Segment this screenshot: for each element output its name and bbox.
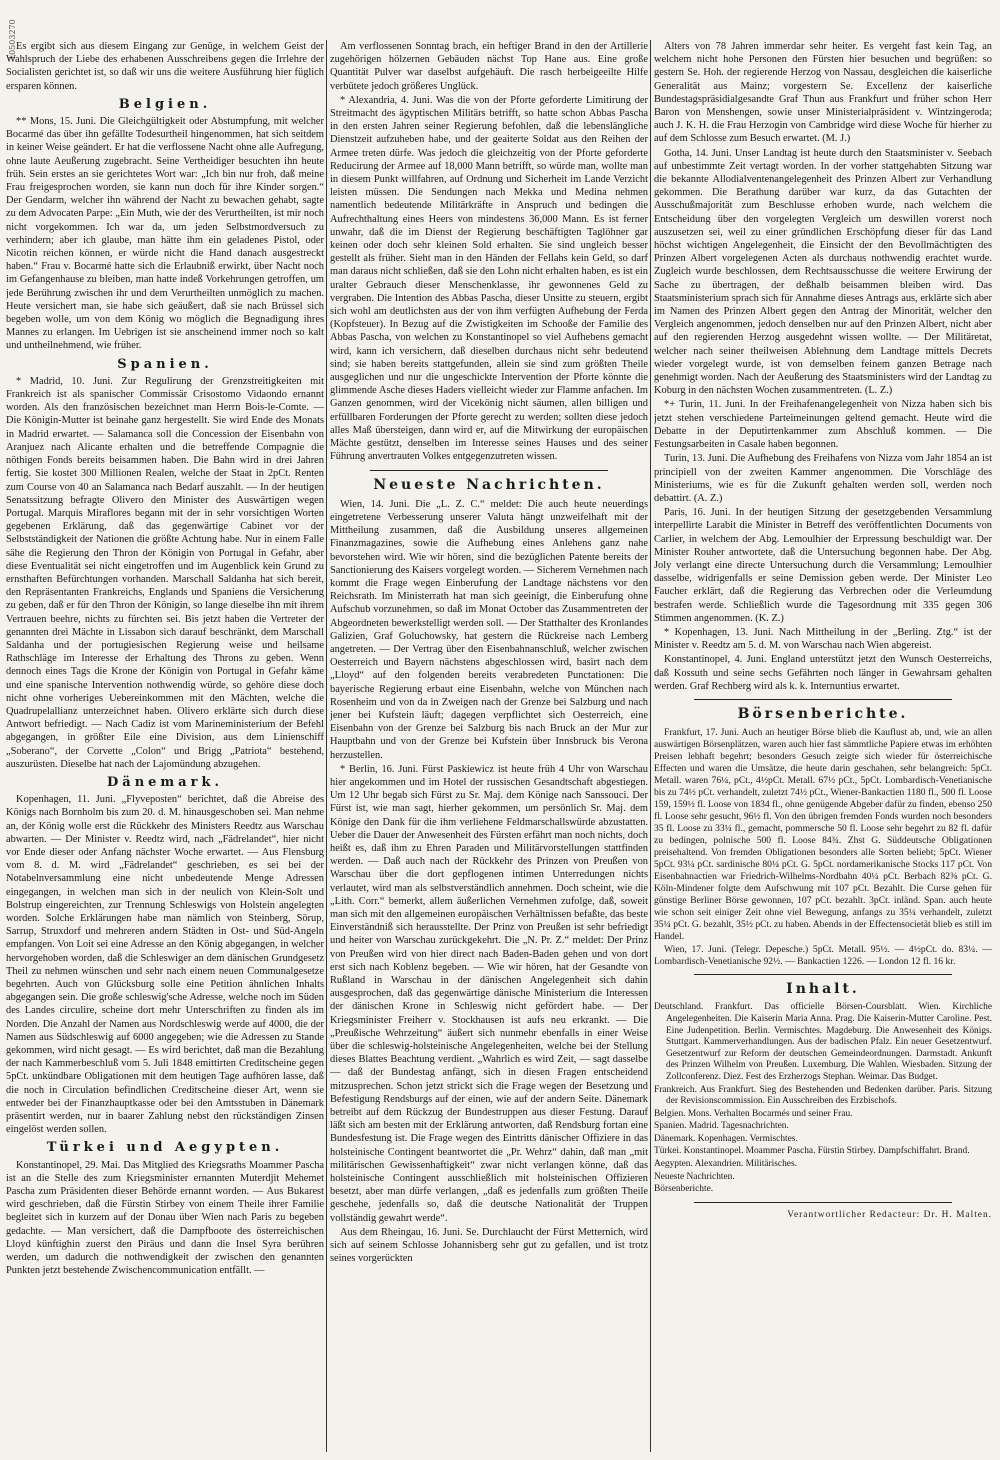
toc-entry: Belgien. Mons. Verhalten Bocarmés und seiner Frau. xyxy=(654,1108,853,1119)
article-paragraph: Am verflossenen Sonntag brach, ein heftiger Brand in den der Artillerie zugehörigen hölzernen Gebäuden nächst Top Hane aus. Eine große Quantität Pulver war daselbst aufgehäuft. Die rasch herbeigeeilte Hilfe verbütete jedoch größeres Unglück. xyxy=(330,41,648,92)
column-1 xyxy=(6,40,324,1450)
article-paragraph: Wien, 17. Juni. (Telegr. Depesche.) 5pCt. Metall. 95½. — 4½pCt. do. 83¼. — Lombardisch-Venetianische 92½. — Bankactien 1226. — London 12 fl. 16 kr. xyxy=(654,944,992,968)
article-paragraph: * Alexandria, 4. Juni. Was die von der Pforte geforderte Limitirung der Streitmacht des ägyptischen Militärs betrifft, so hatte schon Abbas Pascha in den ersten Jahren seiner Regierung befohlen, daß die lebenslängliche Dienstzeit aufzuheben habe, und der geaiterte Soldat aus den Reihen der Armee treten dürfe. Was jedoch die gleichzeitig von der Pforte geforderte Reducirung der Armee auf 18,000 Mann betrifft, so würde man, wollte man in diesem Punkt willfahren, auf Ordnung und Sicherheit im Lande Verzicht leisten müssen. Die Sendungen nach Mekka und Medina nehmen namentlich bedeutende Militärkräfte in Anspruch und bedingen die Aufrechthaltung eines Heers von mindestens 36,000 Mann. Es ist ferner unwahr, daß die im Dienst der Regierung beschäftigten Taglöhner gar keinen oder doch sehr kleinen Sold erhalten. Sie sind ungleich besser gestellt als früher. Sieht man in den Händen der Fellahs kein Geld, so darf man daraus nicht schließen, daß sie den Lohn nicht erhalten haben, es ist ein uralter Gebrauch dieser Menschenklasse, ihr gewonnenes Geld zu vergraben. Die Intention des Abbas Pascha, dieser Unsitte zu steuern, ergibt sich wohl am deutlichsten aus der von ihm verfügten Aufhebung der Ferda (Kopfsteuer). In Bezug auf die Zwistigkeiten im Schooße der Familie des Abbas Pascha, von welchen zu Konstantinopel so viel Aufhebens gemacht wird, kann ich versichern, daß dieselben durchaus nicht sehr bedeutend sind; sie haben bereits stattgefunden, allein sie sind zum größten Theile ausgeglichen und nur die ungeschickte Intervention der Pforte könnte die glimmende Asche dieses Haders vielleicht wieder zur Flamme anfachen. Im Ganzen genommen, wird der Vicekönig nicht säumen, allen billigen und erfüllbaren Forderungen der Pforte gerecht zu werden; sollten diese jedoch alles Maß übersteigen, dann wird er, auf die Mitwirkung der europäischen Mächte gestützt, denselben im Interesse seines Hauses und des seiner Führung anvertrauten Volkes entgegenzutreten wissen. xyxy=(330,94,648,463)
article-paragraph: Gotha, 14. Juni. Unser Landtag ist heute durch den Staatsminister v. Seebach auf unbestimmte Zeit vertagt worden. In der vorher stattgehabten Sitzung war die bekannte Allodialventenangelegenheit des Prinzen Albert zur Verhandlung gekommen. Die Berathung darüber war kurz, da das Gutachten der Ausschußmajorität zum Beschlusse erhoben wurde, nach welchem die Entscheidung über den vorgelegten Vergleich um deswillen vorerst noch auszusetzen sei, weil zu einer gründlichen Erschöpfung dieser für das Land höchst wichtigen Angelegenheit, die Einsicht der den Bevollmächtigten des Prinzen Albert vorgelegenen Acten als durchaus nothwendig erachtet wurde. Zugleich wurde beschlossen, dem Rechtsausschusse die weitere Erwirung der Sache zu übertragen, der deßhalb beisammen bleiben wird. Das Staatsministerium sprach sich für Annahme dieses Antrags aus, erklärte sich aber im Namen des Prinzen Albert gegen den Antrag der Minorität, welcher den Vergleich angenommen, jedoch denselben nur auf den Prinzen Albert, nicht aber auf den regierenden Herzog ausgedehnt wissen wollte. — Der Militäretat, welcher nach seiner theilweisen Ablehnung dem Landtage mittels Decrets wieder vorgelegt wurde, ist von demselben feinem ganzen Betrage nach genehmigt worden. Nach der Aeußerung des Staatsministers wird der Landtag zu Koburg in den nächsten Wochen zusammentreten. (L. Z.) xyxy=(654,147,992,397)
article-paragraph: Konstantinopel, 29. Mai. Das Mitglied des Kriegsraths Moammer Pascha ist an die Stelle des zum Kriegsminister ernannten Muterdjit Mehemet Pascha zum Präsidenten dieser Behörde ernannt worden. — Aus Bukarest wird geschrieben, daß die Fürstin Stirbey von einem Theile ihrer Familie begleitet sich in kurzem auf der Donau über Wien nach Paris zu begeben gedachte. — Man versichert, daß die Dampfboote des österreichischen Lloyd künftighin zuerst den Piräus und dann die Insel Syra berühren werden, um dadurch die nothwendigkeit der zwischen den genannten Punkten jetzt bestehende Zwischencommunication entfällt. — xyxy=(6,1159,324,1277)
toc-entry: Dänemark. Kopenhagen. Vermischtes. xyxy=(654,1133,798,1144)
article-paragraph: Aus dem Rheingau, 16. Juni. Se. Durchlaucht der Fürst Metternich, wird sich auf seinem Schlosse Johannisberg sehr gut zu gefallen, und ist trotz seines vorgerückten xyxy=(330,1226,648,1265)
article-paragraph: Konstantinopel, 4. Juni. England unterstützt jetzt den Wunsch Oesterreichs, daß Kossuth und seine sechs Gefährten noch länger in Gewahrsam gehalten werden. Graf Rechberg wird als k. k. Internuntius erwartet. xyxy=(654,654,992,692)
article-paragraph: * Madrid, 10. Juni. Zur Regulirung der Grenzstreitigkeiten mit Frankreich ist als spanischer Commissär Crisostomo Vidaondo ernannt worden. Als den französischen bezeichnet man Herrn Bois-le-Comte. — Die Königin-Mutter ist beinahe ganz hergestellt. Sie wird Ende des Monats in Madrid erwartet. — Salamanca soll die Concession der Eisenbahn von Aranjuez nach Alicante erhalten und die betreffende Compagnie die nöthigen Fonds bereits beisammen haben. Die Bahn wird in drei Jahren fertig. Sie kostet 300 Millionen Realen, welche der Staat in 2pCt. Renten zum Course von 40 an Salamanca nach Bedarf auszahlt. — In der heutigen Senatssitzung befragte Olivero den Minister des Auswärtigen wegen Portugal. Marquis Miraflores begann mit der in sehr vorsichtigen Worten gegebenen Erklärung, daß das gegenwärtige Cabinet vor der Selbstständigkeit der Nationen die größte Achtung habe. Nur in einem Falle sähe die Regierung den Thron der Königin von Portugal in Gefahr, aber diese Eventualität sei nicht eingetroffen und im Augenblick kein Grund zu ernsthaften Befürchtungen vorhanden. Marschall Saldanha hat sich bereit, den Repräsentanten Frankreichs, Englands und Spaniens die Versicherung zu geben, daß er für den Thron der Königin, so lange dieselbe ihn mit ihrem Vertrauen beehre, nichts zu fürchten sei. Bis jetzt haben die Vertreter der genannten drei Mächte in Lissabon sich darauf beschränkt, dem Marschall Saldanha und der portugiesischen Regierung weise und heilsame Rathschläge im Interesse der Erhaltung des Throns zu geben. Wenn dennoch eines Tags die Krone der Königin von Portugal in Gefahr käme und eine spanische Intervention nothwendig würde, so gehöre diese doch nicht ohne vorheriges Uebereinkommen mit den Mächten, welche die Quadrupelallianz unterzeichnet haben. Olivero erklärte sich durch diese Antwort befriedigt. — Nach Cadiz ist vom Marineministerium der Befehl abgegangen, in größter Eile eine Division, aus dem Linienschiff „Soberano“, der Corvette „Colon“ und Brigg „Patriota“ bestehend, auszurüsten. Dieselbe hat nach der Lajomündung abzugehen. xyxy=(6,375,324,770)
toc-entry: Türkei. Konstantinopel. Moammer Pascha. Fürstin Stirbey. Dampfschiffahrt. Brand. xyxy=(654,1146,970,1157)
article-paragraph: * Berlin, 16. Juni. Fürst Paskiewicz ist heute früh 4 Uhr von Warschau hier angekommen und im Hotel der russischen Gesandtschaft abgestiegen. Um 12 Uhr begab sich Fürst zu Sr. Maj. dem Könige nach Sanssouci. Der Fürst ist, wie man sagt, hierher gekommen, um persönlich Sr. Maj. dem Könige den Dank für die ihm verliehene Feldmarschallswürde abzustatten. Ueber die Dauer der Anwesenheit des Fürsten erfährt man noch nichts, doch heißt es, daß ihm zu Ehren Paraden und Militärvorstellungen stattfinden werden. — Daß auch nach der Rückkehr des Prinzen von Preußen von Warschau über die dort gepflogenen intimen Unterredungen nichts verlautet, wird man als selbstverständlich annehmen. Doch scheint, wie die „Lith. Corr.“ bemerkt, allem äußerlichen Vernehmen zufolge, daß, soweit man sich mit den allgemeinen europäischen Verhältnissen befaßte, das beste Einverständniß sich herausstellte. Der Prinz von Preußen ist sehr befriedigt und heiter von Warschau zurückgekehrt. Die „N. Pr. Z.“ meldet: Der Prinz von Preußen wird von hier direct nach Baden-Baden gehen und von dort erst sich nach Koblenz begeben. — Wie wir hören, hat der Gesandte von Rußland in Warschau in der dänischen Angelegenheit sich dahin ausgesprochen, daß das gegenwärtige dänische Ministerium die Interessen der dänischen Krone in Schleswig nicht gefördert habe. — Der Kriegsminister Freiherr v. Stockhausen ist aufs neu erkrankt. — Die „Preußische Wehrzeitung“ äußert sich nunmehr ebenfalls in einer Weise über die schleswig-holsteinische Angelegenheiten, welche bei der Stellung dieses Blattes Beachtung verdient. „Wahrlich es wird Zeit, — sagt dasselbe — daß der Bundestag anfängt, sich in diesen Fragen entscheidend mitzusprechen. Schon jetzt strickt sich die Frage wegen der Besetzung und Befestigung Rendsburgs auf der einen, wie auf der andern Seite. Dänemark betreibt auf dem Rückzug der Bundestruppen aus dieser Festung. Darauf läßt sich am besten mit der Erklärung antworten, daß Rendsburg fortan eine Bundesfestung ist. Die Frage wegen des Eintritts dänischer Offiziere in das holsteinische Contingent beantwortet die „Pr. Wehrz“ dahin, daß man „mit militärischen Gewissenhaftigkeit“ zwar nicht verlangen könne, daß das holsteinische Contingent ausschließlich mit holsteinischen Offizieren besetzt, aber man dürfe verlangen, „daß es jedenfalls zum größten Theile geschehe, jedenfalls so, daß die deutsche Nationalität der Truppen vollständig gewahrt werde“. xyxy=(330,763,648,1224)
article-paragraph: Turin, 13. Juni. Die Aufhebung des Freihafens von Nizza vom Jahr 1854 an ist principiell von der zweiten Kammer angenommen. Die Vorschläge des Ministeriums, wie es für die Zukunft gehalten werden soll, werden noch debattirt. (A. Z.) xyxy=(654,453,992,504)
divider-rule xyxy=(694,699,952,700)
section-heading-neueste: Neueste Nachrichten. xyxy=(373,476,605,493)
section-heading-belgien: Belgien. xyxy=(118,96,212,112)
toc-entry: Neueste Nachrichten. xyxy=(654,1171,735,1182)
page-id: 10503270 xyxy=(8,19,17,60)
editor-footer: Verantwortlicher Redacteur: Dr. H. Malten. xyxy=(787,1209,992,1220)
section-heading-tuerkei: Türkei und Aegypten. xyxy=(46,1140,284,1156)
article-paragraph: *+ Turin, 11. Juni. In der Freihafenangelegenheit von Nizza haben sich bis jetzt stehen verschiedene Parteimeinungen geltend gemacht. Heute wird die Debatte in der Deputirtenkammer zum Abschluß kommen. — Die Festungsarbeiten in Casale haben begonnen. xyxy=(654,399,992,451)
intro-paragraph: Es ergibt sich aus diesem Eingang zur Genüge, in welchem Geist der Wahlspruch der Liebe des erhabenen Ausschreibens gegen die Irrlehre der Socialisten gerichtet ist, so daß wir uns die weitere Ausführung hier füglich ersparen können. xyxy=(6,41,324,92)
toc-entry: Frankreich. Aus Frankfurt. Sieg des Bestehenden und Bedenken darüber. Paris. Sitzung der Revisionscommission. Ein Ausschreiben des Erzbischofs. xyxy=(654,1084,992,1107)
column-divider xyxy=(326,40,327,1452)
article-paragraph: Alters von 78 Jahren immerdar sehr heiter. Es vergeht fast kein Tag, an welchem nicht hohe Personen den Fürsten hier besuchen und begrüßen: so gestern Se. Hoh. der regierende Herzog von Nassau, desgleichen die kaiserliche Generalität aus Mainz; vorgestern Se. Excellenz der kaiserliche Bundestagspräsidialgesandte Graf Thun aus Frankfurt und früher schon Herr Baron von Menshengen, sowie unser Ministerialpräsident v. Wintzingeroda; auch J. K. H. die Frau Herzogin von Cambridge wird diese Woche für hierher zu auf dem Schlosse zum Besuch erwartet. (M. J.) xyxy=(654,41,992,145)
divider-rule xyxy=(694,974,952,975)
toc-entry: Aegypten. Alexandrien. Militärisches. xyxy=(654,1159,797,1170)
divider-rule xyxy=(370,470,608,471)
article-paragraph: Wien, 14. Juni. Die „L. Z. C.“ meldet: Die auch heute neuerdings eingetretene Verbesserung unserer Valuta hängt unzweifelhaft mit der Mittheilung zusammen, daß die Ausbildung unseres allgemeinen Finanzmagazines, sowie die Aufhebung eines Anlehens ganz nahe bevorstehen wird. Wie wir hören, sind die bezüglichen Patente bereits der Sanctionierung des Kaisers vorgelegt worden. — Sicherem Vernehmen nach kommt die Frage wegen Einberufung der Landtage nächstens vor den Reichsrath. Im Ministerrath hat man sich geeinigt, die Einberufung ohne Aufschub vorzunehmen, so daß im Monat October das Zusammentreten der Abgeordneten bewerkstelligt werden soll. — Der Statthalter des Kronlandes Galizien, Graf Goluchowsky, hat gestern die Rückreise nach Lemberg angetreten. — Der Vertrag über den Eisenbahnanschluß, welcher zwischen Oesterreich und Bayern nächstens abgeschlossen wird, basirt nach dem „Lloyd“ auf den folgenden bereits verabredeten Punctationen: Die bayerische Regierung erbaut eine Eisenbahn, welche von München nach Rosenheim und von da in Zweigen nach der Grenze bei Salzburg und nach jener bei Kufstein läuft; dagegen verpflichtet sich Oesterreich, eine Eisenbahn von der Grenze bei Salzburg bis nach Bruck an der Mur zur Hauptbahn und von der Grenze bei Kufstein über Innsbruck bis Verona herzustellen. xyxy=(330,498,648,761)
article-paragraph: Kopenhagen, 11. Juni. „Flyveposten“ berichtet, daß die Abreise des Königs nach Bornholm bis zum 20. d. M. hinausgeschoben sei. Man nehme an, der König wolle erst die Rückkehr des Ministers Reedtz aus Warschau abwarten. — Der Minister v. Reedtz wird, nach „Fädrelandet“, hier nicht vor Ende dieser oder Anfang nächster Woche erwartet. — Aus Flensburg vom 8. d. M. wird „Fädrelandet“ geschrieben, es sei bei der Notabelnversammlung eine nicht unbedeutende Menge Adressen eingegangen, in welchen man sich in der neulich von Klein-Solt und Bolstrup eingereichten, zur Trennung Schleswigs von Holstein angelegten worden. Solche Erklärungen habe man nämlich von Steinberg, Sörup, Sarrup, Struxdorf und mehreren andern Städten in Ost- und Süd-Angeln empfangen. Von Loit sei eine Adresse an den König abgegangen, in welcher hervorgehoben worden, daß die Schleswiger an dem dänischen Grundgesetz Theil zu nehmen wünschen und sehr nach einem neuen Communalgesetze begehrten. Auch von Glücksburg solle eine Petition ähnlichen Inhalts abgegangen sein. Die große schleswig'sche Adresse, welche noch im Süden des Landes circulire, scheine dort mehr Unterschriften zu finden als im Norden. Die Anzahl der Namen aus Nordschleswig werde auf 4000, die der Namen aus Südschleswig auf 6000 angegeben; wie die Adressen zu Stande gekommen, wird nicht gesagt. — Es wird berichtet, daß man die Bezahlung der nach Kammerbeschluß vom 5. Juli 1848 emittirten Creditscheine gegen 5pCt. unkündbare Obligationen mit dem heutigen Tage aufhören lasse, daß die noch in Circulation befindlichen Creditscheine dieser Art, wenn sie entweder bei der Finanzhauptkasse oder bei den Amtsstuben in Dänemark präsentirt werden, nur in baarer Zahlung nebst den rückständigen Zinsen eingelöst werden sollen. xyxy=(6,794,324,1136)
section-heading-inhalt: Inhalt. xyxy=(786,981,860,998)
section-heading-boersen: Börsenberichte. xyxy=(737,705,909,722)
divider-rule xyxy=(694,1202,952,1203)
article-paragraph: ** Mons, 15. Juni. Die Gleichgültigkeit oder Abstumpfung, mit welcher Bocarmé das über ihn gefällte Todesurtheil hingenommen, hat sich seitdem in keiner Weise geändert. Er hat die verflossene Nacht ohne alle Aufregung, ohne laute Aeußerung zugebracht. Seine Vertheidiger besuchten ihn heute früh. Sein erstes an sie gerichtetes Wort war: „Ich bin nur froh, daß meine Frau freigesprochen worden, sie kann nun doch für ihre Kinder sorgen.“ Der Gendarm, welcher ihn während der Nacht zu bewachen gehabt, sagte zu dem Advocaten Parpe: „Ein Muth, wie der des Verurtheilten, ist mir noch nicht vorgekommen. Ich war da, um jeden Selbstmordversuch zu verhindern; aber ich glaube, man hätte ihm ein geladenes Pistol, oder Nicotin reichen können, er würde nicht die Hand danach ausgestreckt haben.“ Frau v. Bocarmé hatte sich die Erlaubniß erwirkt, über Nacht noch im Gefangenhause zu bleiben, man hatte indeß Vorkehrungen getroffen, um jede Berührung zwischen ihr und dem Verurtheilten unmöglich zu machen. Heute versichert man, sie habe sich geäußert, daß sie nach Brüssel sich begeben wolle, um von dem König wo möglich die Begnadigung ihres Mannes zu erlangen. Im Uebrigen ist sie anscheinend immer noch so kalt und untheilnehmend, wie früher. xyxy=(6,116,324,352)
article-paragraph: * Kopenhagen, 13. Juni. Nach Mittheilung in der „Berling. Ztg.“ ist der Minister v. Reedtz am 5. d. M. von Warschau nach Wien abgereist. xyxy=(654,626,992,652)
article-paragraph: Frankfurt, 17. Juni. Auch an heutiger Börse blieb die Kauflust ab, und, wie an allen auswärtigen Börsenplätzen, waren auch hier fast sämmtliche Papiere etwas im erhöhten Preisen lebhaft begehrt; besonders Gesuch zeigte sich wieder für österreichische Effecten und waren die Umsätze, die heute darin geschahen, sehr belangreich: 5pCt. Metall. waren 76¼, pCt., 4½pCt. Metall. 67½ pCt., 5pCt. Lombardisch-Venetianische bis zu 74½ pCt. verhandelt, zuletzt 74½ pCt., Wiener-Bankactien 1180 fl., 500 fl. Loose 159, 159½ fl. Loose von 1834 fl., ohne genügende Abgeber dafür zu finden, ebenso 250 fl. Loose sehr gesucht, 96½ fl. Von den übrigen fremden Fonds wurden noch besonders 35 fl. Loose zu 33¼ fl., gemacht, pommersche 50 fl. Loose sehr begehrt zu 82 fl. dafür zu bedingen, polnische 500 fl. Loose 84¾. Zhst G. Süddeutsche Obligationen preisehaltend. Von fremden Obligationen besonders alle Sorten beliebt; 5pCt. Wiener 5pCt. 93¼ pCt. sardinische 80¼ pCt. G. 5pCt. nordamerikanische Stocks 117 pCt. Von Eisenbahnactien war Friedrich-Wilhelms-Nordbahn 40¼ pCt. Berbach 82⅜ pCt. G. Köln-Mindener folgte dem Aufschwung mit 107 pCt. Bezahlt. Die Curse gehen für günstige Berliner Börse gewonnen, 107 pCt. bezahlt. 3pCt. inländ. Span. auch heute wie schon seit einiger Zeit ohne viel Bewegung, anfangs zu 35¼ verhandelt, zuletzt 35¼ pCt. G. bezahlt, 35½ pCt. zu haben. Abends in der Effectensocietät blieb es still im Handel. xyxy=(654,727,992,943)
article-paragraph: Paris, 16. Juni. In der heutigen Sitzung der gesetzgebenden Versammlung interpellirte Larabit die Minister in Betreff des veröffentlichten Documents von Carlier, in welchem der Abg. Lemoulhier der Erpressung beschuldigt war. Der Minister Rouher antwortete, daß die Untersuchung begonnen habe. Der Abg. Joly verlangt eine directe Untersuchung durch die Versammlung; Lemoulhier dasselbe, widrigenfalls er seine Demission geben werde. Der Minister Leo Faucher erklärt, daß die Regierung das Verbrechen oder die Verleumdung bestrafen werde. Schließlich wurde die Tagesordnung mit 335 gegen 306 Stimmen angenommen. (K. Z.) xyxy=(654,507,992,624)
column-divider xyxy=(650,40,651,1452)
column-2 xyxy=(330,40,648,1450)
section-heading-daenemark: Dänemark. xyxy=(107,774,223,790)
table-of-contents xyxy=(654,1002,992,1196)
toc-entry: Deutschland. Frankfurt. Das officielle Börsen-Coursblatt. Wien. Kirchliche Angelegenheiten. Die Kaiserin Maria Anna. Prag. Die Kaiserin-Mutter Caroline. Pest. Eine Judenpetition. Berlin. Vermischtes. Magdeburg. Die Anwesenheit des Königs. Stuttgart. Kammerverhandlungen. Aus der badischen Pfalz. Ein neuer Gesetzentwurf. Gesetzentwurf zur Reform der deutschen Gemeindeordnungen. Darmstadt. Ankunft des Prinzen Wilhelm von Preußen. Luxemburg. Die Wahlen. Wiesbaden. Sitzung der Zollconferenz. Diez. Fest des Erzherzogs Stephan. Weimar. Das Budget. xyxy=(654,1002,992,1082)
column-3 xyxy=(654,40,992,1450)
toc-entry: Börsenberichte. xyxy=(654,1184,714,1195)
toc-entry: Spanien. Madrid. Tagesnachrichten. xyxy=(654,1121,789,1132)
section-heading-spanien: Spanien. xyxy=(117,356,213,372)
